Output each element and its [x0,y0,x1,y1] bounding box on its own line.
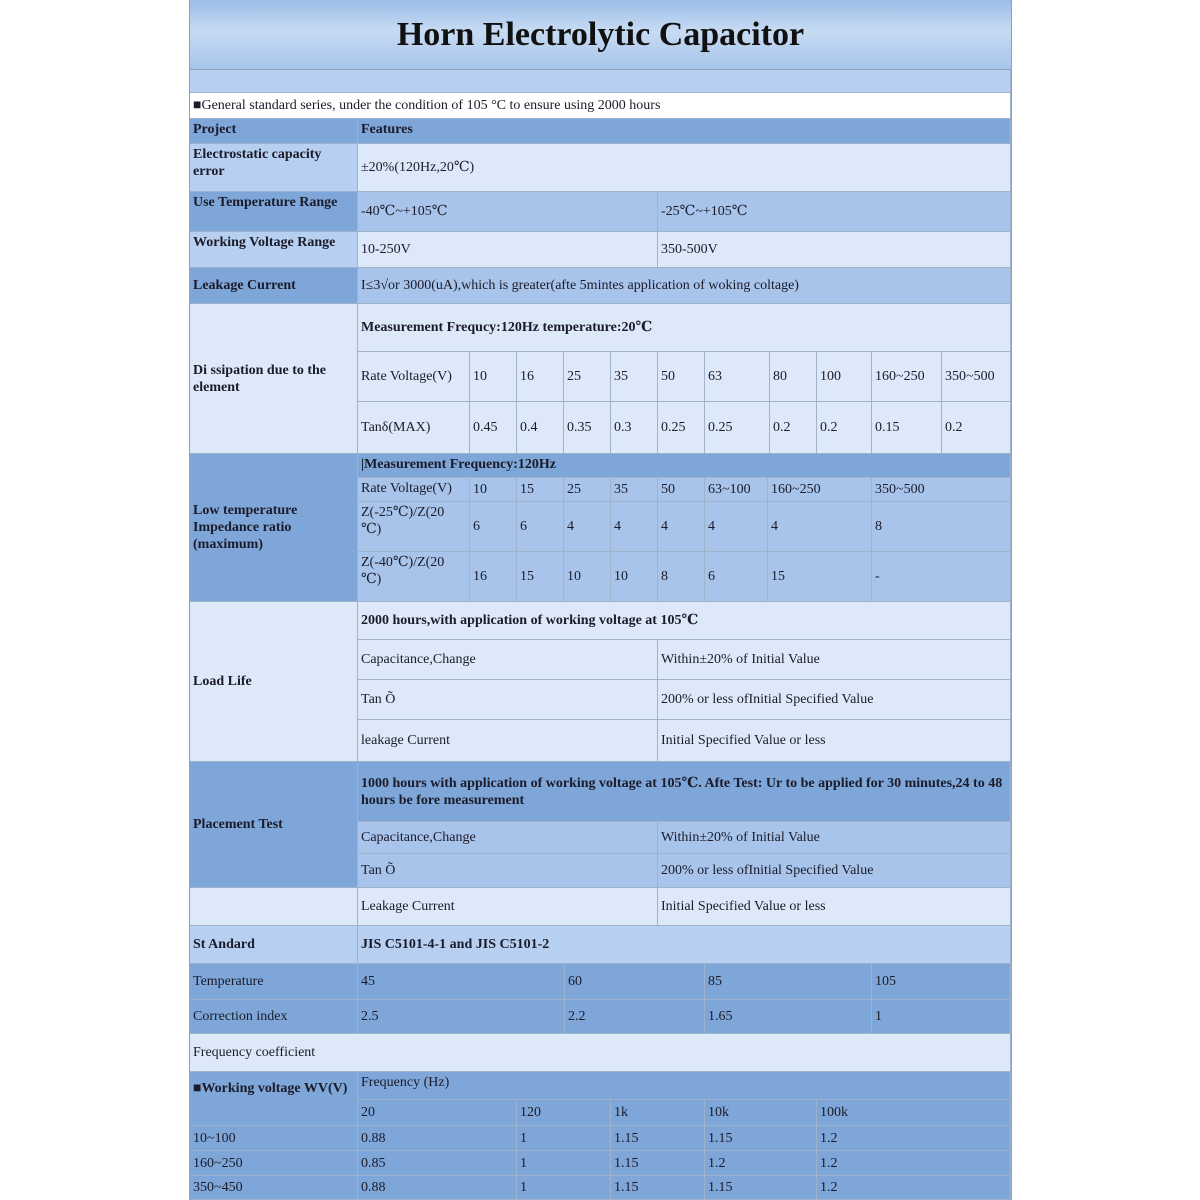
diss-tan-1: 0.4 [517,402,564,454]
header-project: Project [190,119,358,144]
freq-cell: 0.85 [358,1151,517,1176]
diss-tan-5: 0.25 [705,402,770,454]
diss-rate-8: 160~250 [872,352,942,402]
pl-key-0: Capacitance,Change [358,822,658,854]
lt-z25-7: 8 [872,502,1011,552]
diss-tan-8: 0.15 [872,402,942,454]
low-temp-label: Low temperature Impedance ratio (maximum) [190,454,358,602]
diss-tans-row [190,402,1011,454]
freq-cell: 1.15 [611,1126,705,1151]
temperature-val-0: 45 [358,964,565,1000]
diss-tan-9: 0.2 [942,402,1011,454]
freq-cell: 0.88 [358,1126,517,1151]
lt-z40-5: 6 [705,552,768,602]
lt-z40-label: Z(-40℃)/Z(20 ℃) [358,552,470,602]
diss-rate-label: Rate Voltage(V) [358,352,470,402]
wv-row-label: 160~250 [190,1151,358,1176]
load-life-label: Load Life [190,602,358,762]
diss-rate-0: 10 [470,352,517,402]
page-title: Horn Electrolytic Capacitor [190,0,1011,70]
dissipation-header: Measurement Frequcy:120Hz temperature:20℃ [358,304,1011,352]
ll-key-1: Tan Õ [358,680,658,720]
correction-val-3: 1 [872,1000,1011,1034]
freq-cell: 1.2 [817,1151,1011,1176]
use-temp-label: Use Temperature Range [190,192,358,232]
intro-line: ■General standard series, under the condition of 105 °C to ensure using 2000 hours [190,93,1011,119]
pl-val-0: Within±20% of Initial Value [658,822,1011,854]
freq-cell: 1.15 [611,1151,705,1176]
leakage-value: I≤3√or 3000(uA),which is greater(afte 5mintes application of woking coltage) [358,268,1011,304]
lt-z25-5: 4 [705,502,768,552]
leakage-label: Leakage Current [190,268,358,304]
freq-cell: 1 [517,1151,611,1176]
freq-head-3: 10k [705,1100,817,1126]
freq-cell: 1.15 [705,1126,817,1151]
lt-rate-2: 25 [564,478,611,502]
freq-rows [190,1126,1011,1200]
use-temp-v2: -25℃~+105℃ [658,192,1011,232]
lt-z25-row [190,502,1011,552]
diss-rate-1: 16 [517,352,564,402]
temperature-row [190,964,1011,1000]
lt-z25-2: 4 [564,502,611,552]
spec-sheet [189,0,1012,1200]
lt-rate-5: 63~100 [705,478,768,502]
ll-val-2: Initial Specified Value or less [658,720,1011,762]
diss-rate-4: 50 [658,352,705,402]
cap-error-value: ±20%(120Hz,20℃) [358,144,1011,192]
lt-z25-0: 6 [470,502,517,552]
freq-cell: 1 [517,1126,611,1151]
work-volt-v1: 10-250V [358,232,658,268]
freq-cell: 1.2 [817,1126,1011,1151]
diss-rate-2: 25 [564,352,611,402]
diss-rate-9: 350~500 [942,352,1011,402]
freq-head-0: 20 [358,1100,517,1126]
temperature-val-2: 85 [705,964,872,1000]
pl-val-1: 200% or less ofInitial Specified Value [658,854,1011,888]
placement-label: Placement Test [190,762,358,888]
diss-tan-0: 0.45 [470,402,517,454]
diss-rate-3: 35 [611,352,658,402]
freq-head-2: 1k [611,1100,705,1126]
freq-cell: 0.88 [358,1176,517,1200]
load-life-header: 2000 hours,with application of working voltage at 105℃ [358,602,1011,640]
lt-rate-7: 350~500 [872,478,1011,502]
freq-head-row [190,1100,1011,1126]
ll-val-1: 200% or less ofInitial Specified Value [658,680,1011,720]
pl-key-2: Leakage Current [358,888,658,926]
ll-key-2: leakage Current [358,720,658,762]
lt-z40-0: 16 [470,552,517,602]
correction-row [190,1000,1011,1034]
diss-tan-4: 0.25 [658,402,705,454]
lt-rate-0: 10 [470,478,517,502]
header-features: Features [358,119,1011,144]
freq-label: Frequency (Hz) [358,1072,1011,1100]
pl-val-2: Initial Specified Value or less [658,888,1011,926]
lt-z25-4: 4 [658,502,705,552]
freq-cell: 1.15 [705,1176,817,1200]
temperature-val-3: 105 [872,964,1011,1000]
lt-rate-4: 50 [658,478,705,502]
diss-rate-6: 80 [770,352,817,402]
lt-z40-2: 10 [564,552,611,602]
lt-z25-1: 6 [517,502,564,552]
lt-rates-row [190,478,1011,502]
freq-head-4: 100k [817,1100,1011,1126]
placement-blank [190,888,358,926]
pl-key-1: Tan Õ [358,854,658,888]
lt-z40-6: 15 [768,552,872,602]
lt-z25-3: 4 [611,502,658,552]
ll-val-0: Within±20% of Initial Value [658,640,1011,680]
low-temp-header: |Measurement Frequency:120Hz [358,454,1011,478]
freq-cell: 1.15 [611,1176,705,1200]
lt-z25-label: Z(-25℃)/Z(20 ℃) [358,502,470,552]
spacer-band [190,70,1011,93]
correction-val-0: 2.5 [358,1000,565,1034]
use-temp-v1: -40℃~+105℃ [358,192,658,232]
wv-row-label: 10~100 [190,1126,358,1151]
diss-rate-7: 100 [817,352,872,402]
diss-tan-6: 0.2 [770,402,817,454]
lt-z25-6: 4 [768,502,872,552]
standard-label: St Andard [190,926,358,964]
lt-z40-row [190,552,1011,602]
freq-cell: 1 [517,1176,611,1200]
diss-rate-5: 63 [705,352,770,402]
correction-label: Correction index [190,1000,358,1034]
diss-tan-7: 0.2 [817,402,872,454]
standard-value: JIS C5101-4-1 and JIS C5101-2 [358,926,1011,964]
diss-tan-2: 0.35 [564,402,611,454]
ll-key-0: Capacitance,Change [358,640,658,680]
freq-head-1: 120 [517,1100,611,1126]
work-volt-label: Working Voltage Range [190,232,358,268]
correction-val-1: 2.2 [565,1000,705,1034]
freq-cell: 1.2 [817,1176,1011,1200]
lt-z40-1: 15 [517,552,564,602]
freq-coef-title: Frequency coefficient [190,1034,1011,1072]
lt-z40-7: - [872,552,1011,602]
wv-label: ■Working voltage WV(V) [190,1072,358,1126]
lt-rate-label: Rate Voltage(V) [358,478,470,502]
freq-cell: 1.2 [705,1151,817,1176]
lt-z40-3: 10 [611,552,658,602]
temperature-label: Temperature [190,964,358,1000]
temperature-val-1: 60 [565,964,705,1000]
placement-header: 1000 hours with application of working voltage at 105℃. Afte Test: Ur to be applied for 30 minutes,24 to 48 hours be fore measurement [358,762,1011,822]
wv-row-label: 350~450 [190,1176,358,1200]
work-volt-v2: 350-500V [658,232,1011,268]
lt-rate-3: 35 [611,478,658,502]
cap-error-label: Electrostatic capacity error [190,144,358,192]
lt-rate-1: 15 [517,478,564,502]
diss-rates-row [190,352,1011,402]
correction-val-2: 1.65 [705,1000,872,1034]
diss-tan-3: 0.3 [611,402,658,454]
lt-rate-6: 160~250 [768,478,872,502]
dissipation-label: Di ssipation due to the element [190,304,358,454]
lt-z40-4: 8 [658,552,705,602]
diss-tan-label: Tanδ(MAX) [358,402,470,454]
